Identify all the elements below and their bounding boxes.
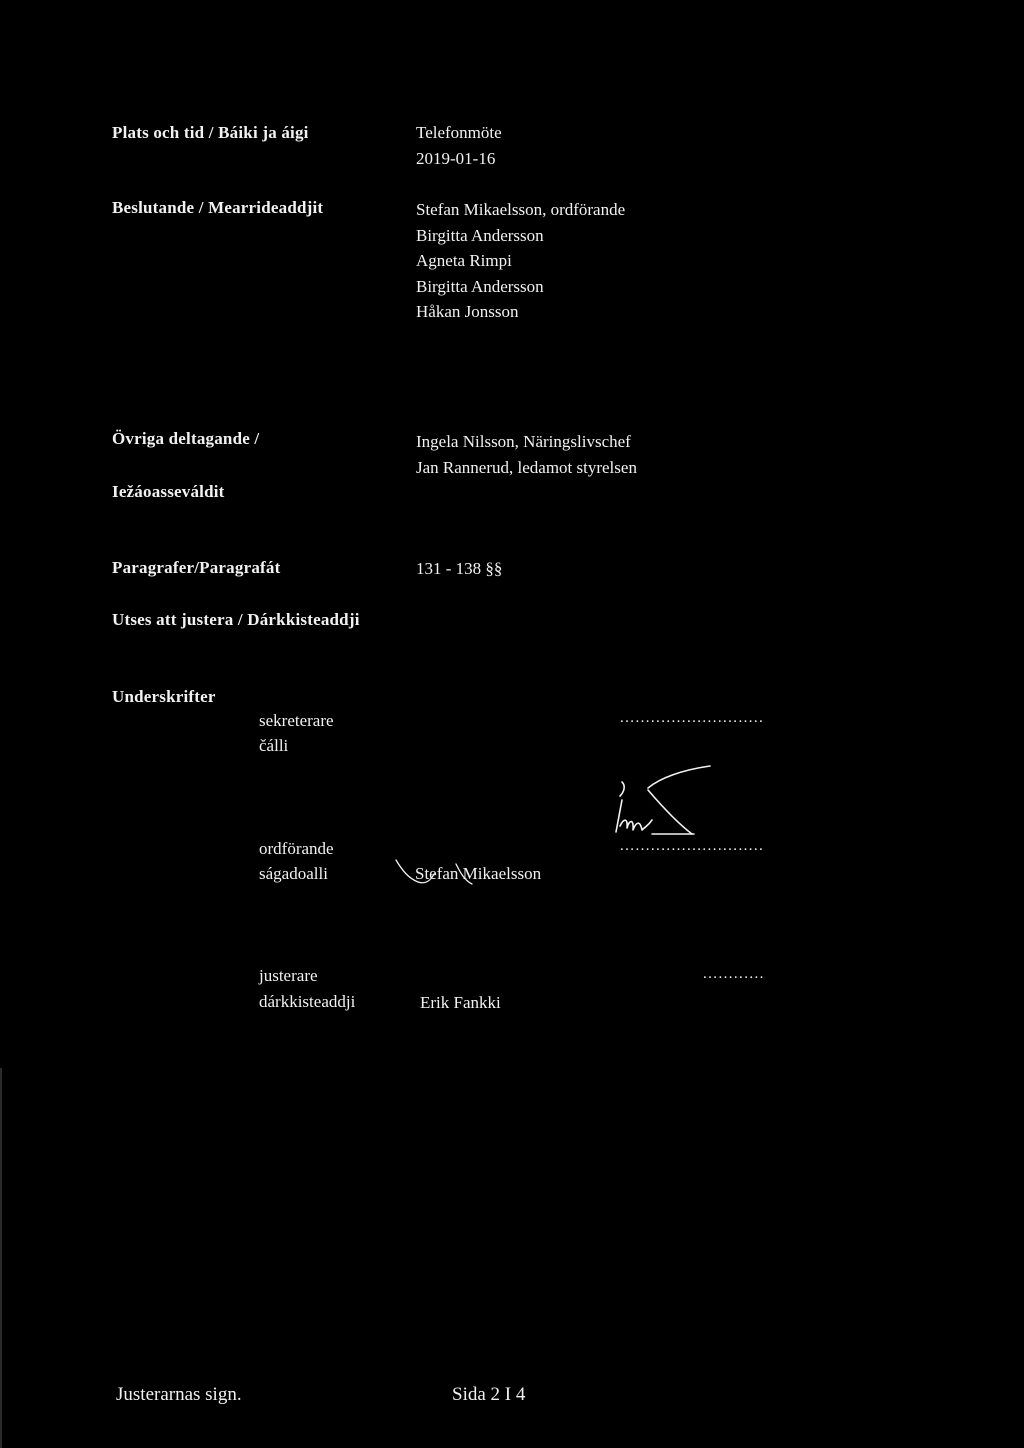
adjuster-name: Erik Fankki xyxy=(420,993,501,1012)
decision-maker: Birgitta Andersson xyxy=(416,225,544,245)
adjusters-sign-label: Justerarnas sign. xyxy=(116,1384,242,1405)
decision-makers-list xyxy=(416,197,625,325)
date-value: 2019-01-16 xyxy=(416,149,496,168)
chairman-name: Stefan Mikaelsson xyxy=(415,864,542,883)
decision-makers-label: Beslutande / Mearrideaddjit xyxy=(112,198,324,217)
other-participants-list xyxy=(416,429,637,480)
decision-maker: Agneta Rimpi xyxy=(416,251,512,270)
chairman-role-se: ságadoalli xyxy=(259,864,328,883)
decision-maker: Håkan Jonsson xyxy=(416,302,519,321)
other-participants-label-se: Iežáoasseváldit xyxy=(112,482,225,501)
adjuster-signature-line: ............ xyxy=(703,966,765,982)
adjuster-label: Utses att justera / Dárkkisteaddji xyxy=(112,610,360,629)
secretary-role: sekreterare xyxy=(259,711,334,730)
participant: Jan Rannerud, ledamot styrelsen xyxy=(416,457,637,477)
secretary-signature-line: ............................ xyxy=(620,710,765,726)
signatures-label: Underskrifter xyxy=(112,687,216,706)
place-time-label: Plats och tid / Báiki ja áigi xyxy=(112,123,309,142)
signature-strokes xyxy=(394,858,514,890)
secretary-role-se: čálli xyxy=(259,736,289,755)
adjuster-role-se: dárkkisteaddji xyxy=(259,992,356,1011)
page-number: Sida 2 I 4 xyxy=(452,1384,526,1405)
chairman-role: ordförande xyxy=(259,839,334,858)
paragraphs-value: 131 - 138 §§ xyxy=(416,559,503,578)
adjuster-role: justerare xyxy=(259,966,318,985)
paragraphs-label: Paragrafer/Paragrafát xyxy=(112,558,281,577)
decision-maker: Birgitta Andersson xyxy=(416,276,544,296)
decision-maker: Stefan Mikaelsson, ordförande xyxy=(416,200,626,219)
other-participants-label: Övriga deltagande / xyxy=(112,429,260,448)
chairman-signature-line: ............................ xyxy=(620,838,765,854)
place-value: Telefonmöte xyxy=(416,123,502,142)
participant: Ingela Nilsson, Näringslivschef xyxy=(416,432,631,451)
scan-edge xyxy=(0,1068,2,1448)
